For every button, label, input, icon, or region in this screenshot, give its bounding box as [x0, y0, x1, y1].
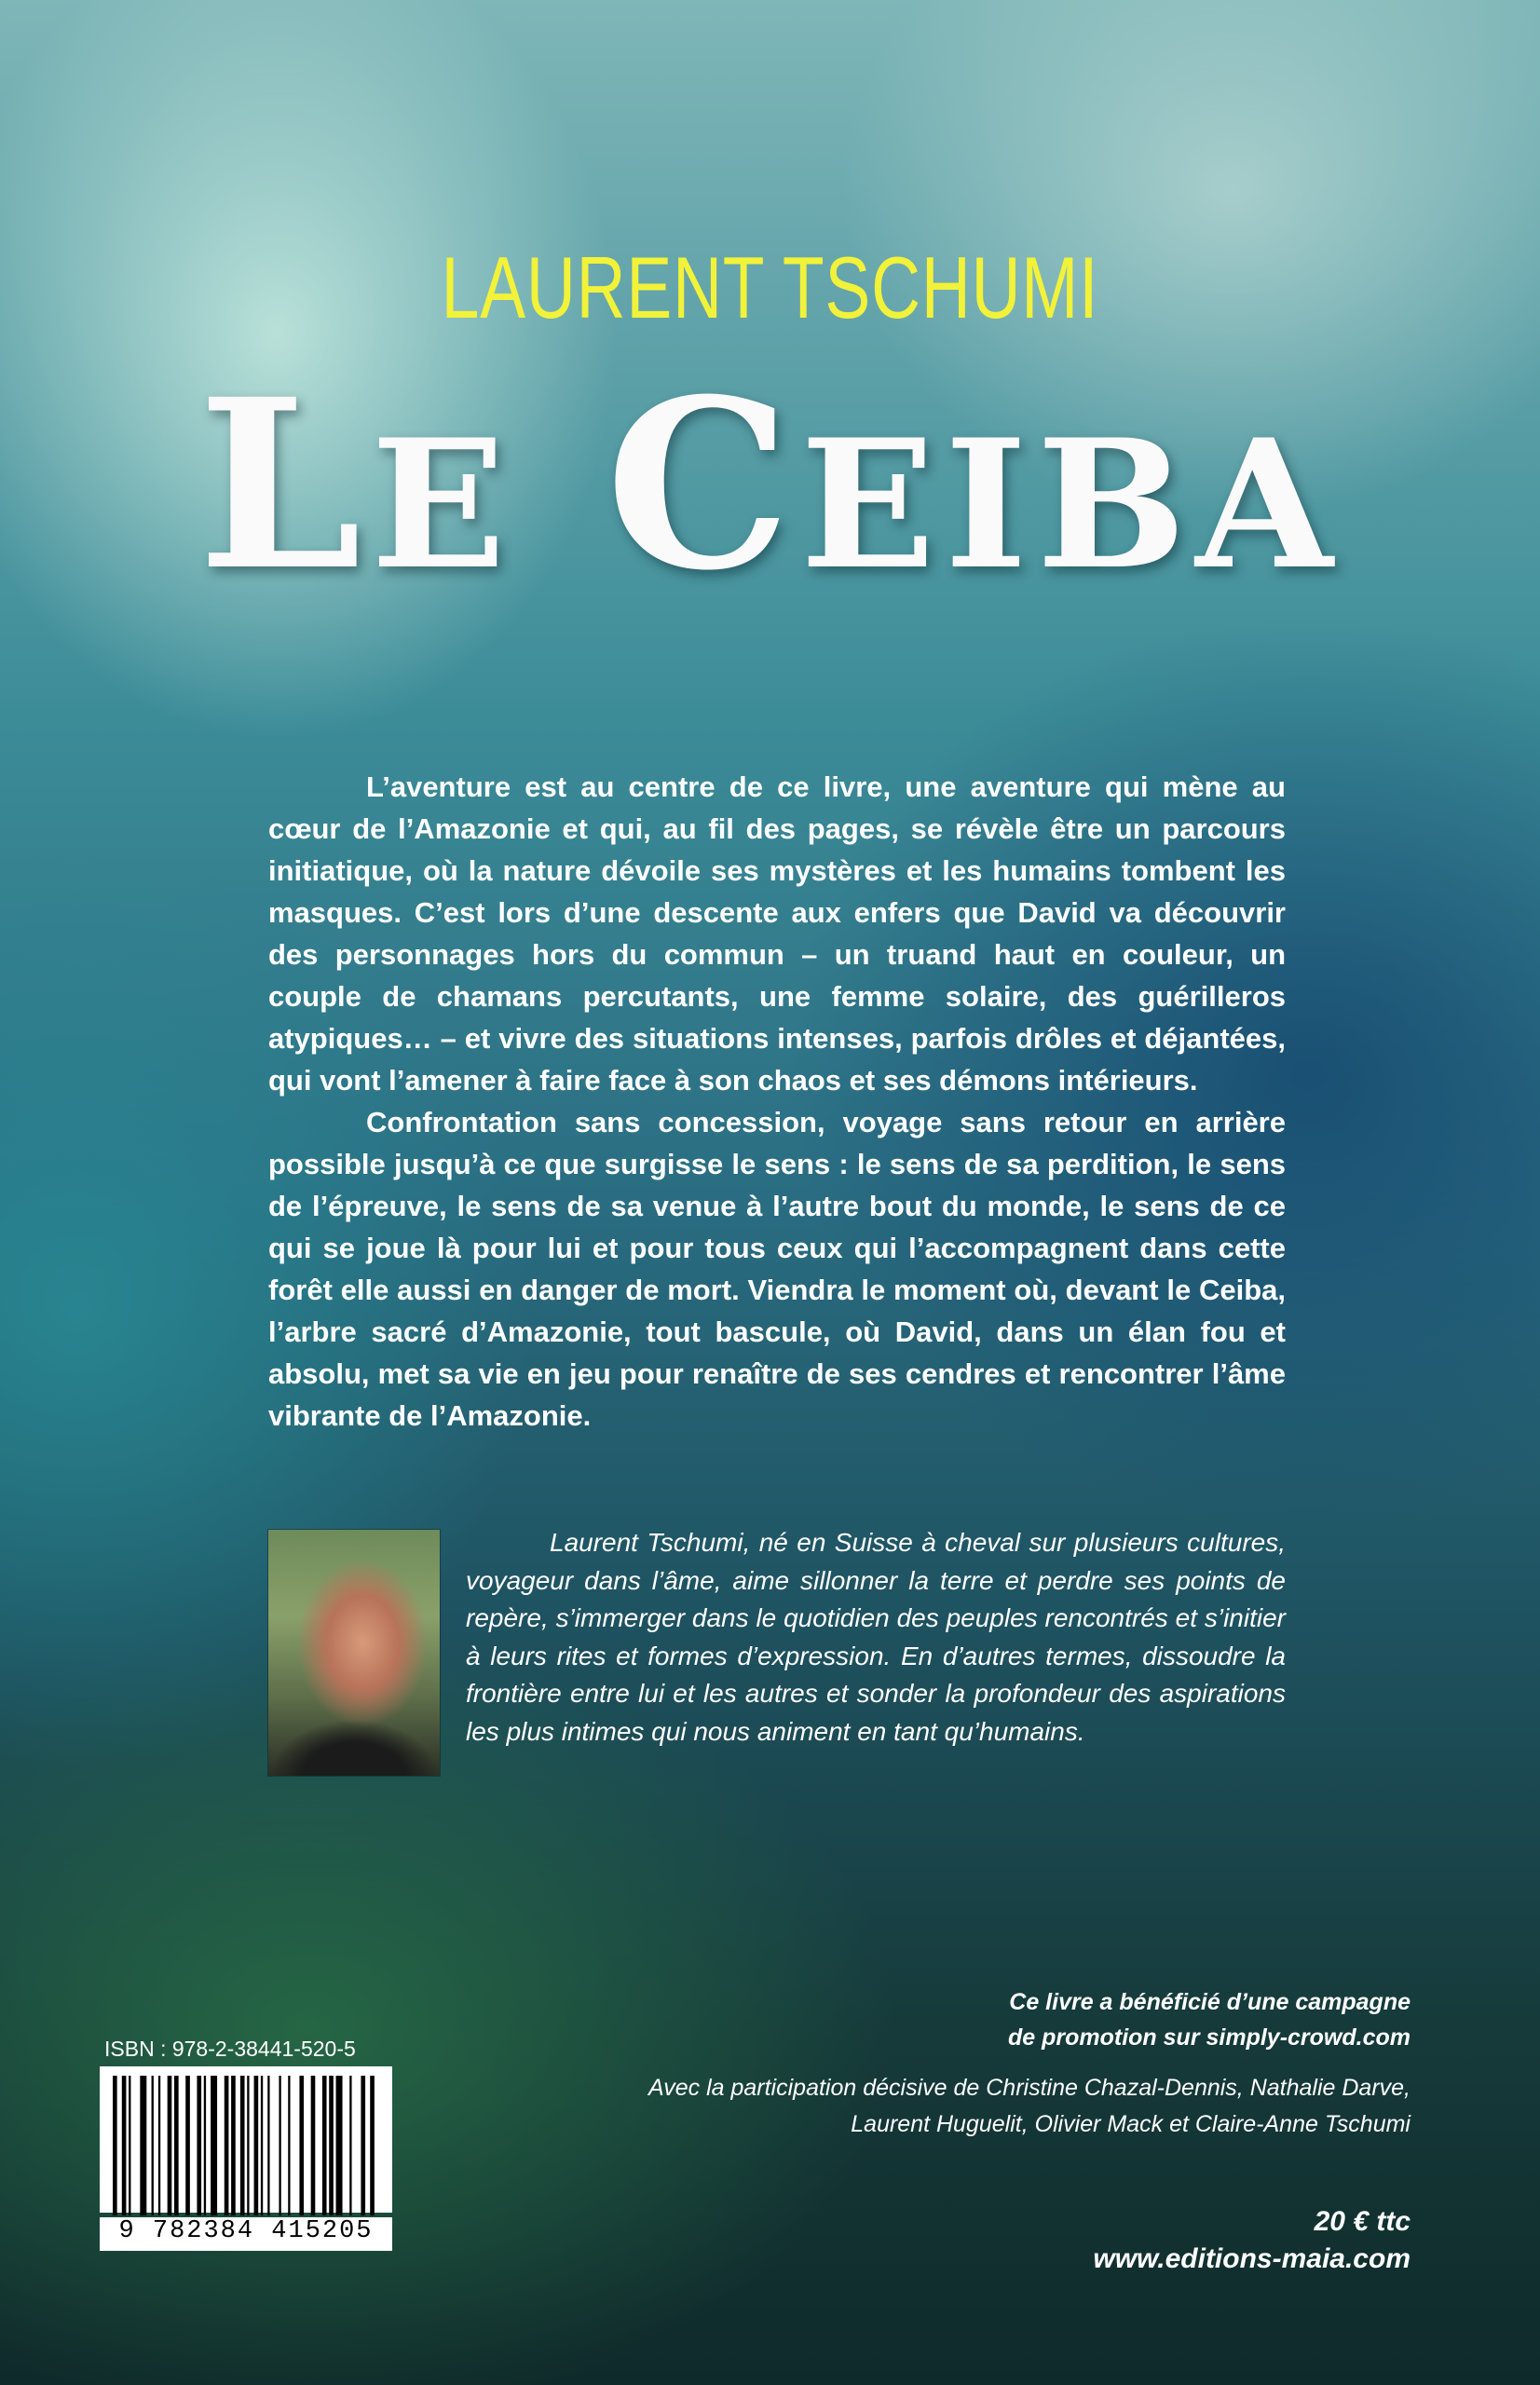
author-photo	[268, 1530, 440, 1776]
barcode-bar	[299, 2076, 304, 2215]
barcode-digits: 9 782384 415205	[100, 2217, 392, 2251]
barcode-bar	[113, 2076, 117, 2215]
campaign-note	[758, 1984, 1411, 2055]
campaign-line-2: de promotion sur simply-crowd.com	[1008, 2024, 1411, 2051]
title-letter-c: C	[605, 348, 800, 621]
barcode-bar	[361, 2076, 365, 2215]
barcode-bar	[311, 2076, 316, 2215]
title-letter-e: E	[371, 401, 515, 608]
barcode	[100, 2066, 392, 2213]
blurb	[268, 766, 1286, 1437]
barcode-bar	[225, 2076, 229, 2215]
participation-line-1: Avec la participation décisive de Christine Chazal-Dennis, Nathalie Darve,	[648, 2075, 1411, 2101]
barcode-bars	[113, 2076, 379, 2215]
title-letter-l: L	[198, 348, 372, 621]
price-block	[1093, 2203, 1411, 2278]
barcode-bar	[336, 2076, 343, 2215]
barcode-bar	[329, 2076, 334, 2215]
barcode-bar	[211, 2076, 217, 2215]
barcode-bar	[349, 2076, 351, 2215]
barcode-bar	[240, 2076, 245, 2215]
barcode-bar	[185, 2076, 190, 2215]
participation-line-2: Laurent Huguelit, Olivier Mack et Claire-Anne Tschumi	[851, 2111, 1411, 2137]
title-space	[515, 348, 606, 621]
blurb-paragraph-1: L’aventure est au centre de ce livre, une aventure qui mène au cœur de l’Amazonie et qui, au fil des pages, se révèle être un parcours initiatique, où la nature dévoile ses mystères et les humains tombent les masques. C’est lors d’une descente aux enfers que David va découvrir des personnages hors du commun – un truand haut en couleur, un couple de chamans percutants, une femme solaire, des guérilleros atypiques… – et vivre des situations intenses, parfois drôles et déjantées, qui vont l’amener à faire face à son chaos et ses démons intérieurs.	[268, 770, 1286, 1097]
barcode-bar	[370, 2076, 375, 2215]
author-bio	[466, 1524, 1286, 1751]
book-title	[0, 348, 1540, 621]
author-name: LAURENT TSCHUMI	[441, 238, 1099, 336]
barcode-bar	[231, 2076, 236, 2215]
barcode-bar	[261, 2076, 263, 2215]
barcode-bar	[158, 2076, 160, 2215]
barcode-bar	[129, 2076, 130, 2215]
title-letters-eiba: EIBA	[799, 401, 1342, 608]
barcode-bar	[197, 2076, 201, 2215]
barcode-bar	[174, 2076, 179, 2215]
price: 20 € ttc	[1314, 2206, 1411, 2237]
barcode-bar	[140, 2076, 146, 2215]
barcode-bar	[267, 2076, 269, 2215]
barcode-bar	[288, 2076, 290, 2215]
barcode-bar	[122, 2076, 127, 2215]
barcode-bar	[247, 2076, 249, 2215]
barcode-bar	[204, 2076, 206, 2215]
bio-text: Laurent Tschumi, né en Suisse à cheval sur plusieurs cultures, voyageur dans l’âme, aime sillonner la terre et perdre ses points de repère, s’immerger dans le quotidien des peuples rencontrés et s’initier à leurs rites et formes d’expression. En d’autres termes, dissoudre la frontière entre lui et les autres et sonder la profondeur des aspirations les plus intimes qui nous animent en tant qu’humains.	[466, 1528, 1286, 1746]
blurb-paragraph-2: Confrontation sans concession, voyage sans retour en arrière possible jusqu’à ce que surgisse le sens : le sens de sa perdition, le sens de l’épreuve, le sens de sa venue à l’autre bout du monde, le sens de ce qui se joue là pour lui et pour tous ceux qui l’accompagnent dans cette forêt elle aussi en danger de mort. Viendra le moment où, devant le Ceiba, l’arbre sacré d’Amazonie, tout bascule, où David, dans un élan fou et absolu, met sa vie en jeu pour renaître de ses cendres et rencontrer l’âme vibrante de l’Amazonie.	[268, 1106, 1286, 1432]
publisher-website: www.editions-maia.com	[1093, 2243, 1411, 2274]
participation-note	[525, 2070, 1411, 2143]
barcode-bar	[279, 2076, 280, 2215]
isbn-label: ISBN : 978-2-38441-520-5	[104, 2037, 356, 2061]
barcode-bar	[152, 2076, 154, 2215]
campaign-line-1: Ce livre a bénéficié d’une campagne	[1009, 1989, 1411, 2015]
barcode-bar	[322, 2076, 327, 2215]
barcode-bar	[254, 2076, 259, 2215]
barcode-bar	[168, 2076, 172, 2215]
